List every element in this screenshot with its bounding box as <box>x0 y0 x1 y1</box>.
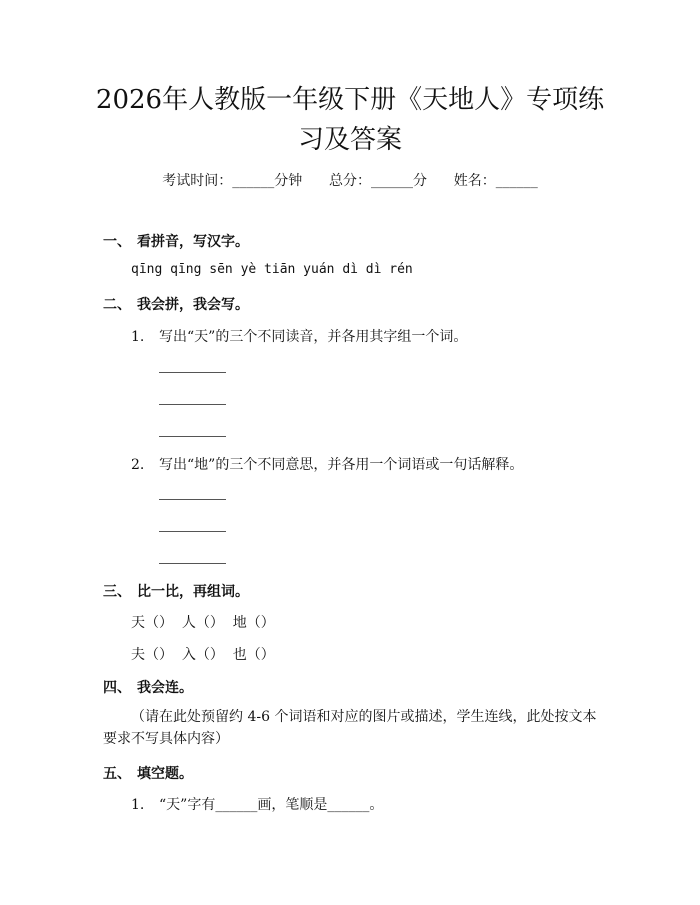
document-title <box>90 80 610 160</box>
section-2-heading <box>103 294 249 314</box>
question-number: 1. <box>131 329 145 345</box>
section-5-title: 填空题。 <box>137 766 193 782</box>
answer-blank[interactable] <box>159 499 226 500</box>
answer-blank[interactable] <box>159 372 226 373</box>
section-1-title: 看拼音，写汉字。 <box>137 234 249 250</box>
section-4-title: 我会连。 <box>137 680 193 696</box>
section-1-number: 一、 <box>103 234 131 250</box>
question-2-1 <box>131 326 467 346</box>
section-3-heading <box>103 581 249 601</box>
title-line-2: 习及答案 <box>297 125 402 155</box>
section-1-heading <box>103 231 249 251</box>
question-text: 写出“地”的三个不同意思，并各用一个词语或一句话解释。 <box>159 457 524 473</box>
answer-blank[interactable] <box>159 404 226 405</box>
question-2-2 <box>131 454 523 474</box>
exam-meta-line: 考试时间：______分钟 总分：______分 姓名：______ <box>162 173 538 189</box>
section-3-number: 三、 <box>103 584 131 600</box>
answer-blank[interactable] <box>159 436 226 437</box>
section-2-title: 我会拼，我会写。 <box>137 297 249 313</box>
question-text: 写出“天”的三个不同读音，并各用其字组一个词。 <box>159 329 468 345</box>
answer-blank[interactable] <box>159 531 226 532</box>
section-4-number: 四、 <box>103 680 131 696</box>
question-number: 2. <box>131 457 145 473</box>
connect-instruction: （请在此处预留约 4-6 个词语和对应的图片或描述，学生连线，此处按文本要求不写具体内容） <box>103 709 597 747</box>
section-2-number: 二、 <box>103 297 131 313</box>
compare-row-2: 夫（） 入（） 也（） <box>131 647 275 663</box>
compare-row-1: 天（） 人（） 地（） <box>131 615 275 631</box>
section-5-heading <box>103 763 193 783</box>
title-line-1: 2026年人教版一年级下册《天地人》专项练 <box>95 85 605 115</box>
section-4-heading <box>103 677 193 697</box>
answer-blank[interactable] <box>159 563 226 564</box>
section-5-number: 五、 <box>103 766 131 782</box>
question-number: 1. <box>131 797 145 813</box>
pinyin-line: qīng qīng sēn yè tiān yuán dì dì rén <box>131 262 413 277</box>
section-3-title: 比一比，再组词。 <box>137 584 249 600</box>
question-5-1 <box>131 794 383 814</box>
question-text: “天”字有______画，笔顺是______。 <box>159 797 384 813</box>
